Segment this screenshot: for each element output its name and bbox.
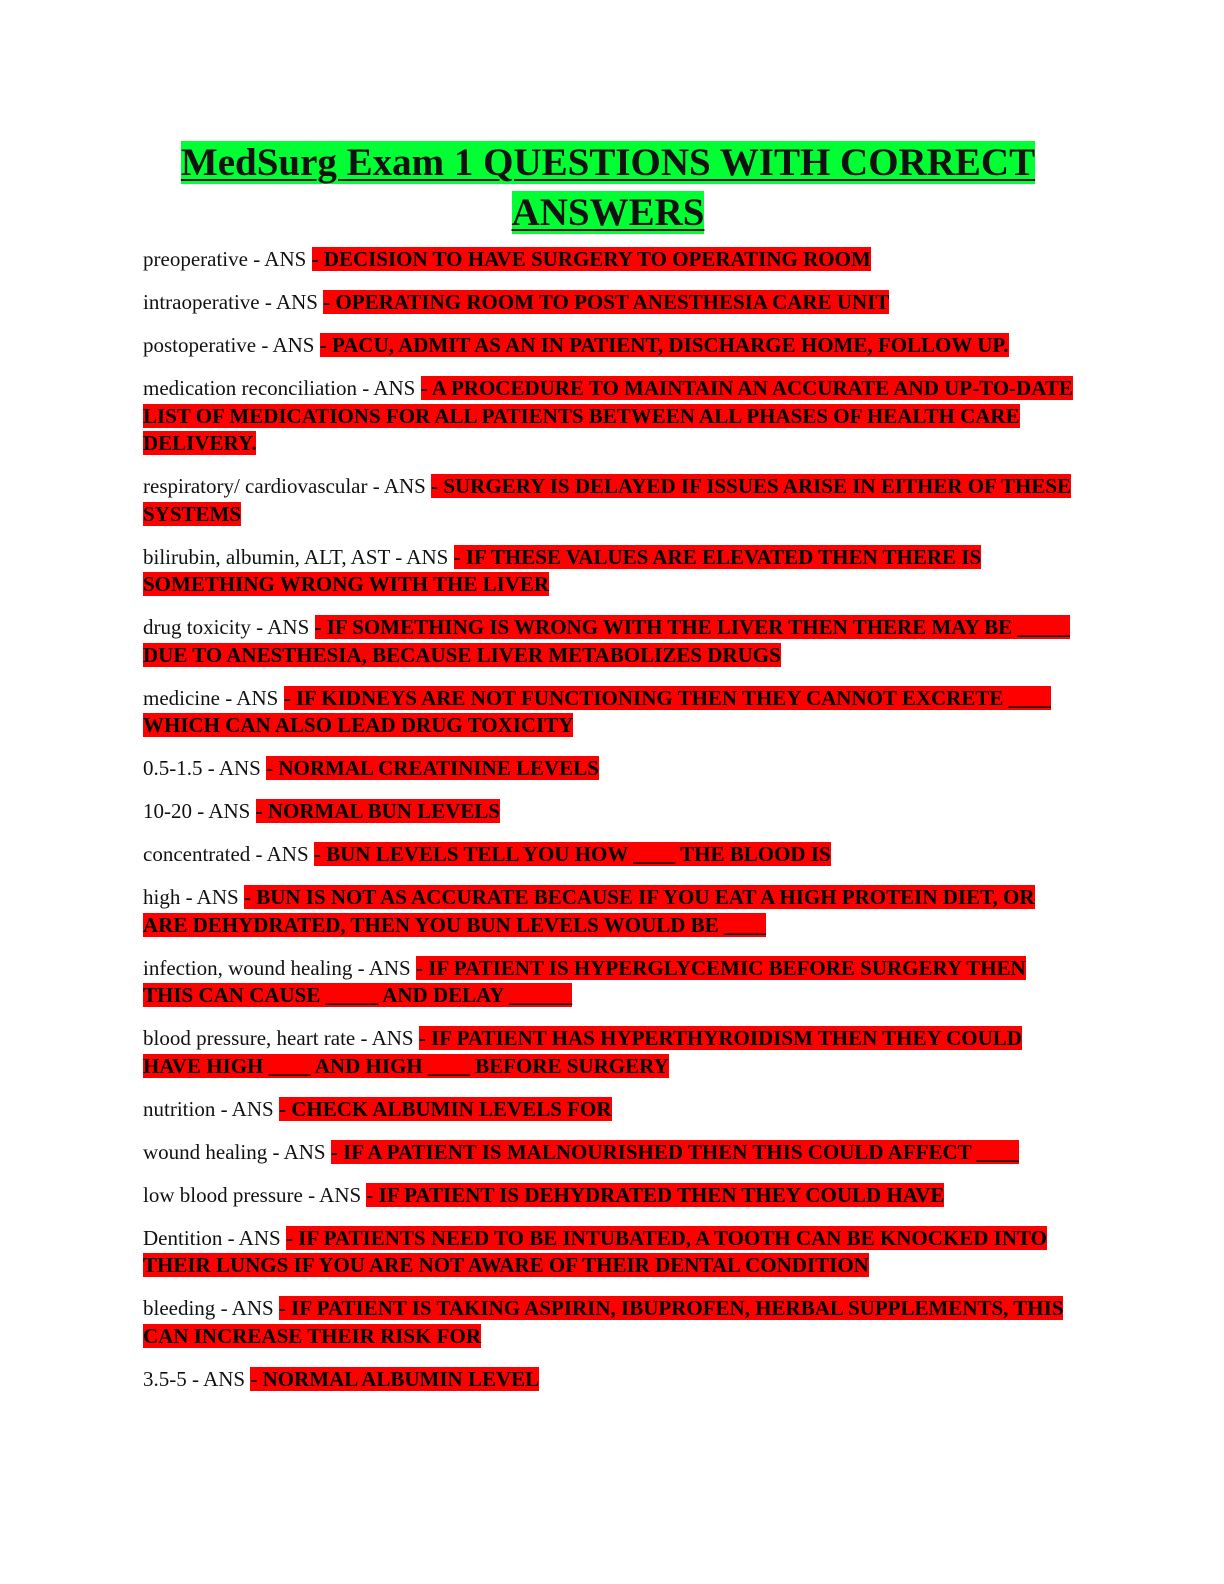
qa-answer: - BUN IS NOT AS ACCURATE BECAUSE IF YOU EAT A HIGH PROTEIN DIET, OR ARE DEHYDRATED, THEN YOU BUN LEVELS WOULD BE ____ [143,885,1035,937]
qa-item [143,1139,1073,1167]
qa-term: postoperative [143,333,257,357]
qa-item [143,955,1073,1010]
qa-term: concentrated [143,842,251,866]
qa-answer: - IF PATIENT IS TAKING ASPIRIN, IBUPROFEN, HERBAL SUPPLEMENTS, THIS CAN INCREASE THEIR RISK FOR [143,1296,1064,1348]
qa-separator: - ANS [250,842,314,866]
qa-separator: - ANS [215,1296,279,1320]
qa-answer: - NORMAL CREATININE LEVELS [266,756,599,780]
qa-item [143,884,1073,939]
qa-answer: - CHECK ALBUMIN LEVELS FOR [278,1096,612,1121]
qa-item [143,332,1073,360]
qa-separator: - ANS [389,544,454,569]
qa-answer: - SURGERY IS DELAYED IF ISSUES ARISE IN EITHER OF THESE SYSTEMS [143,474,1072,526]
qa-term: respiratory/ cardiovascular [143,474,368,498]
qa-answer: - IF PATIENTS NEED TO BE INTUBATED, A TOOTH CAN BE KNOCKED INTO THEIR LUNGS IF YOU ARE NOT AWARE OF THEIR DENTAL CONDITION [143,1225,1047,1277]
qa-separator: - ANS [247,247,312,271]
qa-term: blood pressure, heart rate [143,1026,356,1050]
qa-answer: - IF PATIENT HAS HYPERTHYROIDISM THEN THEY COULD HAVE HIGH ____ AND HIGH ____ BEFORE SURGERY [143,1026,1022,1078]
qa-item [143,473,1073,528]
qa-separator: - ANS [202,756,267,780]
qa-term: 10-20 [143,799,192,823]
qa-answer: - OPERATING ROOM TO POST ANESTHESIA CARE UNIT [323,290,890,314]
qa-term: bleeding [143,1296,216,1320]
qa-separator: - ANS [355,1026,419,1050]
qa-answer: - PACU, ADMIT AS AN IN PATIENT, DISCHARGE HOME, FOLLOW UP. [319,333,1009,357]
qa-item [143,614,1073,669]
qa-separator: - ANS [215,1096,279,1121]
qa-answer: - IF A PATIENT IS MALNOURISHED THEN THIS COULD AFFECT ____ [330,1139,1019,1164]
qa-term: medicine [143,685,220,710]
qa-separator: - ANS [267,1139,331,1164]
qa-answer: - NORMAL ALBUMIN LEVEL [250,1366,540,1391]
qa-term: drug toxicity [143,615,251,639]
qa-item [143,1225,1073,1280]
qa-item [143,246,1073,274]
qa-item [143,685,1073,740]
qa-term: wound healing [143,1139,268,1164]
qa-separator: - ANS [302,1182,367,1207]
qa-separator: - ANS [357,376,421,400]
qa-answer: - IF THESE VALUES ARE ELEVATED THEN THERE IS SOMETHING WRONG WITH THE LIVER [143,544,982,596]
qa-separator: - ANS [192,799,256,823]
qa-answer: - IF KIDNEYS ARE NOT FUNCTIONING THEN THEY CANNOT EXCRETE ____ WHICH CAN ALSO LEAD DRUG TOXICITY [143,685,1051,737]
qa-term: intraoperative [143,290,260,314]
qa-term: Dentition [143,1225,223,1250]
qa-item [143,375,1073,458]
qa-item [143,1295,1073,1350]
qa-answer: - IF PATIENT IS DEHYDRATED THEN THEY COULD HAVE [366,1182,945,1207]
qa-item [143,1025,1073,1080]
qa-separator: - ANS [219,685,284,710]
qa-item [143,289,1073,317]
qa-item [143,798,1073,826]
document-title [143,138,1073,238]
qa-separator: - ANS [259,290,324,314]
qa-answer: - BUN LEVELS TELL YOU HOW ____ THE BLOOD IS [313,842,831,866]
qa-term: 3.5-5 [143,1366,187,1391]
qa-item [143,841,1073,869]
qa-item [143,544,1073,599]
qa-answer: - NORMAL BUN LEVELS [255,799,501,823]
qa-separator: - ANS [186,1366,251,1391]
qa-term: 0.5-1.5 [143,756,203,780]
qa-answer: - IF PATIENT IS HYPERGLYCEMIC BEFORE SURGERY THEN THIS CAN CAUSE _____ AND DELAY ______ [143,955,1026,1007]
qa-separator: - ANS [256,333,320,357]
qa-item [143,1096,1073,1124]
qa-list [143,246,1073,1393]
qa-item [143,1366,1073,1394]
qa-term: medication reconciliation [143,376,357,400]
qa-term: high [143,885,181,909]
qa-separator: - ANS [250,615,315,639]
qa-answer: - A PROCEDURE TO MAINTAIN AN ACCURATE AND UP-TO-DATE LIST OF MEDICATIONS FOR ALL PATIENTS BETWEEN ALL PHASES OF HEALTH CARE DELIVERY. [143,376,1073,455]
qa-separator: - ANS [352,955,416,980]
qa-item [143,755,1073,783]
document-title-text: MedSurg Exam 1 QUESTIONS WITH CORRECT ANSWERS [180,141,1036,234]
qa-term: nutrition [143,1096,216,1121]
qa-answer: - DECISION TO HAVE SURGERY TO OPERATING ROOM [311,247,871,271]
qa-term: bilirubin, albumin, ALT, AST [143,544,390,569]
qa-separator: - ANS [222,1225,286,1250]
qa-item [143,1182,1073,1210]
document-page [143,138,1073,1409]
qa-answer: - IF SOMETHING IS WRONG WITH THE LIVER THEN THERE MAY BE _____ DUE TO ANESTHESIA, BECAUSE LIVER METABOLIZES DRUGS [143,615,1070,667]
qa-separator: - ANS [180,885,244,909]
qa-term: preoperative [143,247,248,271]
qa-term: low blood pressure [143,1182,303,1207]
qa-separator: - ANS [367,474,432,498]
qa-term: infection, wound healing [143,955,353,980]
